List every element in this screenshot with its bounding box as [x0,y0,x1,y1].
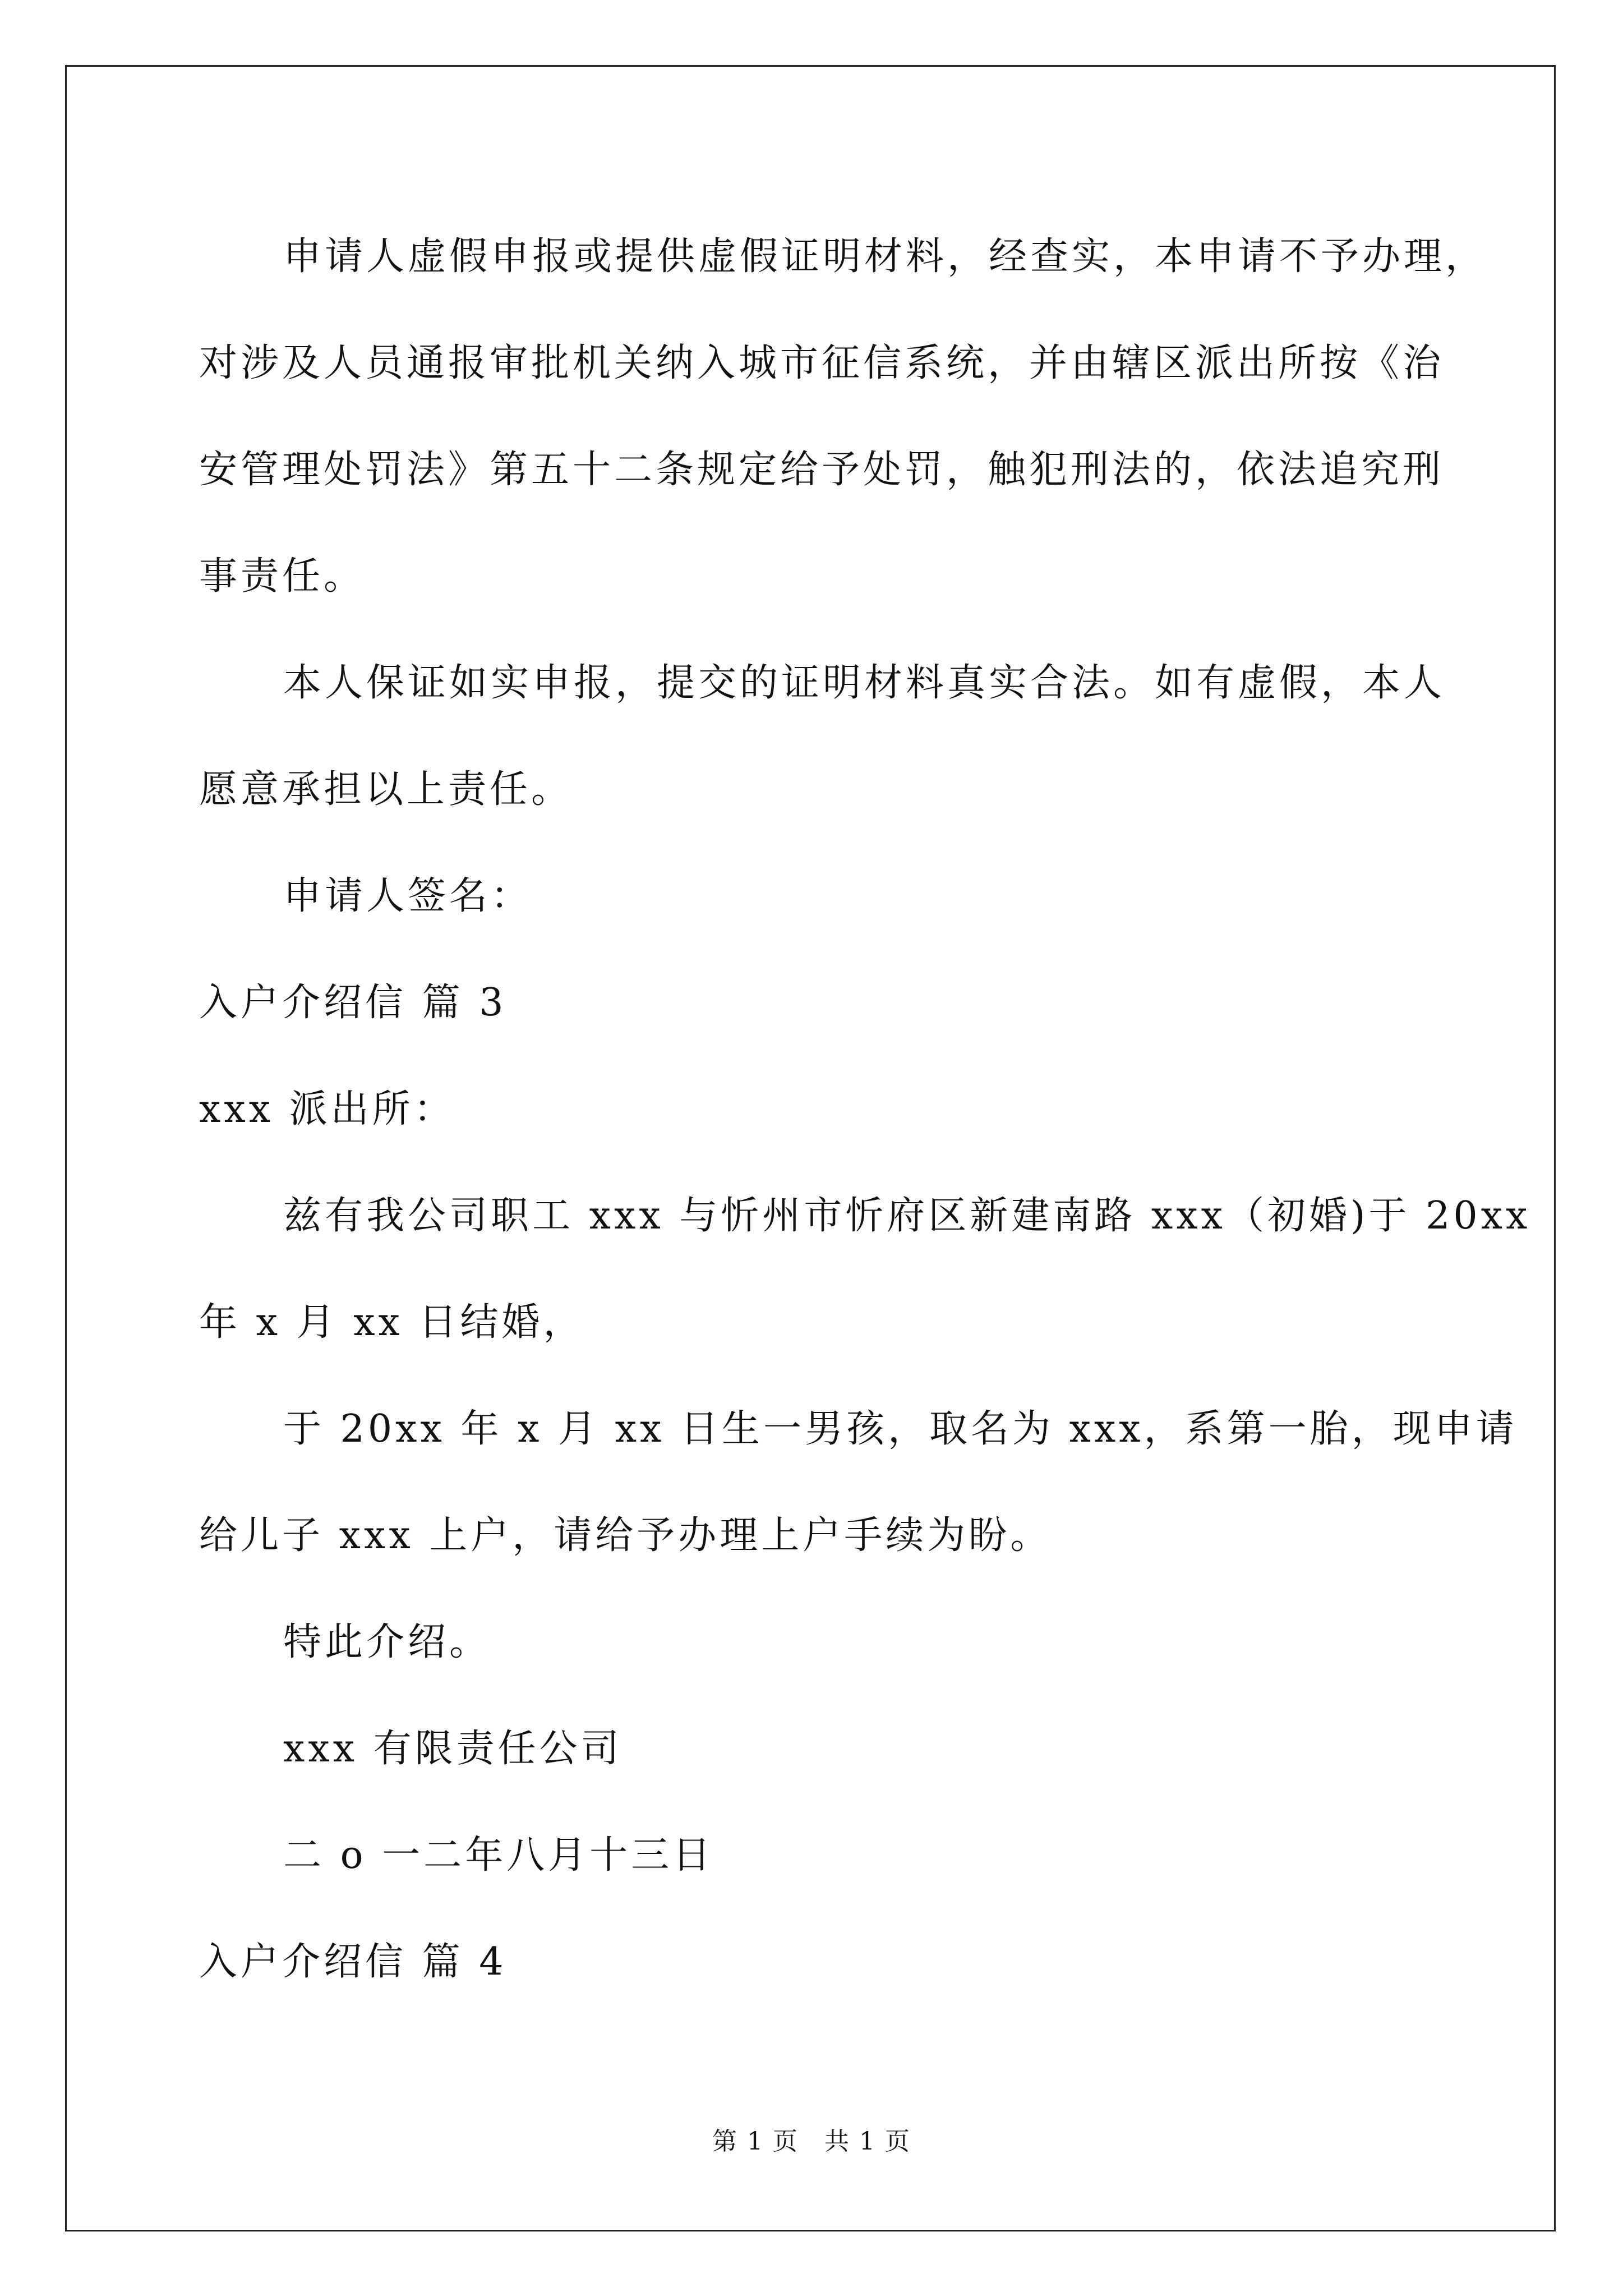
body-paragraph-line: 对涉及人员通报审批机关纳入城市征信系统，并由辖区派出所按《治 [199,341,1445,385]
body-paragraph-line: 于 20xx 年 x 月 xx 日生一男孩，取名为 xxx，系第一胎，现申请 [283,1407,1518,1451]
page-footer: 第 1 页 共 1 页 [712,2127,911,2156]
section-heading: 入户介绍信 篇 4 [199,1940,507,1984]
signature-label: 申请人签名： [283,874,533,918]
body-paragraph-line: 本人保证如实申报，提交的证明材料真实合法。如有虚假，本人 [283,661,1446,705]
letter-date: 二 o 一二年八月十三日 [283,1833,714,1878]
company-name: xxx 有限责任公司 [283,1727,623,1771]
page-border [65,65,1556,2231]
salutation: xxx 派出所： [199,1087,455,1131]
body-paragraph-line: 申请人虚假申报或提供虚假证明材料，经查实，本申请不予办理， [283,234,1487,279]
body-paragraph-line: 事责任。 [199,554,366,599]
section-heading: 入户介绍信 篇 3 [199,981,507,1025]
body-paragraph-line: 愿意承担以上责任。 [199,767,573,812]
body-paragraph-line: 安管理处罚法》第五十二条规定给予处罚，触犯刑法的，依法追究刑 [199,448,1445,492]
closing-line: 特此介绍。 [283,1620,491,1664]
body-paragraph-line: 兹有我公司职工 xxx 与忻州市忻府区新建南路 xxx（初婚)于 20xx [283,1194,1531,1238]
body-paragraph-line: 给儿子 xxx 上户，请给予办理上户手续为盼。 [199,1513,1052,1558]
body-paragraph-line: 年 x 月 xx 日结婚， [199,1300,585,1345]
